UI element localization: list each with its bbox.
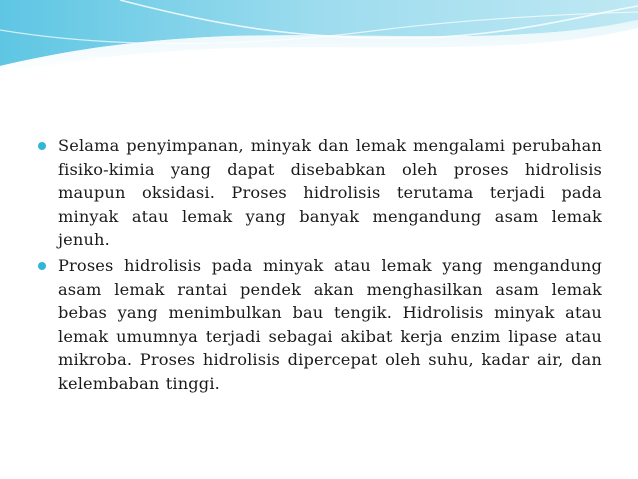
bullet-text: Proses hidrolisis pada minyak atau lemak yang mengandung asam lemak rantai pendek akan menghasilkan asam lemak bebas yang menimbulkan bau tengik. Hidrolisis minyak atau lemak umumnya terjadi sebagai akibat kerja enzim lipase atau mikroba. Proses hidrolisis dipercepat oleh suhu, kadar air, dan kelembaban tinggi. (58, 255, 602, 393)
bullet-dot-icon (38, 142, 46, 150)
bullet-item (36, 254, 602, 396)
header-wave-decoration (0, 0, 638, 80)
bullet-dot-icon (38, 262, 46, 270)
slide-content (36, 134, 602, 398)
bullet-text: Selama penyimpanan, minyak dan lemak mengalami perubahan fisiko-kimia yang dapat disebabkan oleh proses hidrolisis maupun oksidasi. Proses hidrolisis terutama terjadi pada minyak atau lemak yang banyak mengandung asam lemak jenuh. (58, 136, 602, 250)
bullet-item (36, 134, 602, 252)
